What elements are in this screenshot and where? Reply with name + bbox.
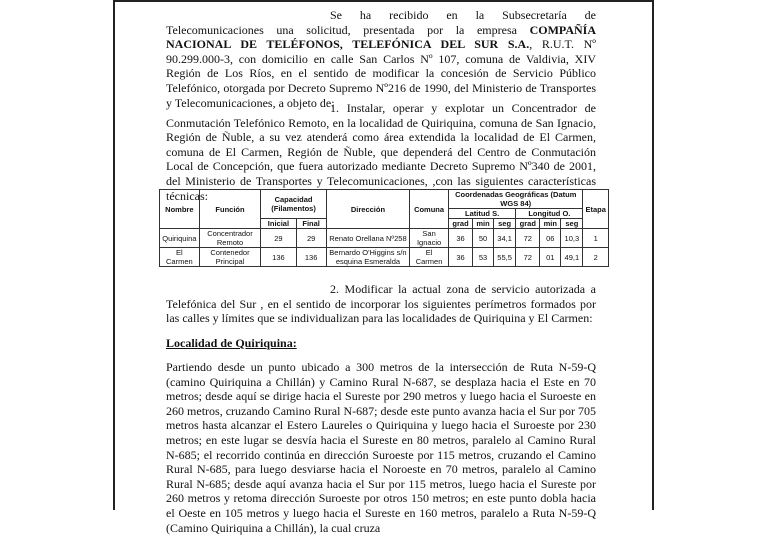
- cell-comuna: San Ignacio: [410, 229, 449, 248]
- cell-nombre: El Carmen: [160, 248, 200, 267]
- cell-direccion: Renato Orellana Nº258: [326, 229, 409, 248]
- col-capacidad: Capacidad (Filamentos): [261, 190, 326, 219]
- cell-lon-seg: 10,3: [561, 229, 583, 248]
- cell-direccion: Bernardo O'Higgins s/n esquina Esmeralda: [326, 248, 409, 267]
- cell-inicial: 136: [261, 248, 296, 267]
- col-lat: Latitud S.: [448, 209, 515, 219]
- col-lon: Longitud O.: [516, 209, 583, 219]
- cell-lat-grad: 36: [448, 229, 472, 248]
- table-row: [160, 248, 609, 267]
- col-lon-min: min: [540, 219, 561, 229]
- col-funcion: Función: [199, 190, 261, 229]
- cell-nombre: Quiriquina: [160, 229, 200, 248]
- cell-lon-min: 01: [540, 248, 561, 267]
- col-coords: Coordenadas Geográficas (Datum WGS 84): [448, 190, 583, 209]
- col-lat-min: min: [473, 219, 494, 229]
- col-lat-seg: seg: [493, 219, 515, 229]
- page-border-left: [113, 0, 115, 510]
- cell-etapa: 2: [583, 248, 609, 267]
- cell-final: 29: [296, 229, 326, 248]
- cell-lon-seg: 49,1: [561, 248, 583, 267]
- col-lon-seg: seg: [561, 219, 583, 229]
- cell-etapa: 1: [583, 229, 609, 248]
- col-nombre: Nombre: [160, 190, 200, 229]
- section-heading: Localidad de Quiriquina:: [166, 336, 297, 350]
- item-1-paragraph: 1. Instalar, operar y explotar un Concentrador de Conmutación Telefónico Remoto, en la localidad de Quiriquina, comuna de San Ignacio, Región de Ñuble, a su vez atenderá como área extendida la localidad de El Carmen, comuna de El Carmen, Región de Ñuble, que dependerá del Centro de Conmutación Local de Concepción, que fuera autorizado mediante Decreto Supremo Nº340 de 2001, del Ministerio de Transportes y Telecomunicaciones, ,con las siguientes características técnicas:: [166, 101, 596, 203]
- cell-final: 136: [296, 248, 326, 267]
- col-etapa: Etapa: [583, 190, 609, 229]
- cell-lat-seg: 34,1: [493, 229, 515, 248]
- cell-lon-grad: 72: [516, 229, 540, 248]
- col-inicial: Inicial: [261, 219, 296, 229]
- cell-funcion: Contenedor Principal: [199, 248, 261, 267]
- company-name: COMPAÑÍA NACIONAL DE TELÉFONOS, TELEFÓNICA DEL SUR S.A.: [166, 22, 596, 52]
- cell-inicial: 29: [261, 229, 296, 248]
- cell-lat-seg: 55,5: [493, 248, 515, 267]
- cell-funcion: Concentrador Remoto: [199, 229, 261, 248]
- intro-text-a: Se ha recibido en la Subsecretaría de Telecomunicaciones una solicitud, presentada por la empresa: [166, 8, 596, 37]
- col-lon-grad: grad: [516, 219, 540, 229]
- page-border-top: [113, 0, 654, 2]
- col-final: Final: [296, 219, 326, 229]
- cell-lat-grad: 36: [448, 248, 472, 267]
- body-paragraph: Partiendo desde un punto ubicado a 300 metros de la intersección de Ruta N-59-Q (camino Quiriquina a Chillán) y Camino Rural N-687, se desplaza hacia el Este en 70 metros; desde aquí se dirige hacia el Sureste por 290 metros y luego hacia el Suroeste en 260 metros, cruzando Camino Rural N-687; desde este punto avanza hacia el Sur por 705 metros hasta alcanzar el Estero Laureles o Quiriquina y luego hacia el Suroeste por 230 metros; en este lugar se desvía hacia el Sureste en 80 metros, paralelo al Camino Rural N-685; el recorrido continúa en dirección Suroeste por 115 metros, cruzando el Camino Rural N-685, para luego desviarse hacia el Noroeste en 70 metros, paralelo al Camino Rural N-685; desde aquí avanza hacia el Sur por 115 metros, luego hacia el Sureste por 260 metros y retoma dirección Suroeste por otros 150 metros; en este punto dobla hacia el Oeste en 105 metros y luego hacia el Sureste en 160 metros, paralelo a Ruta N-59-Q (Camino Quiriquina a Chillán), la cual cruza: [166, 360, 596, 535]
- intro-paragraph: [166, 8, 596, 110]
- col-lat-grad: grad: [448, 219, 472, 229]
- cell-lon-grad: 72: [516, 248, 540, 267]
- col-comuna: Comuna: [410, 190, 449, 229]
- technical-table: [159, 189, 609, 267]
- item-2-paragraph: 2. Modificar la actual zona de servicio autorizada a Telefónica del Sur , en el sentido de incorporar los siguientes perímetros formados por las calles y límites que se individualizan para las localidades de Quiriquina y El Carmen:: [166, 282, 596, 326]
- col-direccion: Dirección: [326, 190, 409, 229]
- cell-lat-min: 50: [473, 229, 494, 248]
- cell-lon-min: 06: [540, 229, 561, 248]
- cell-comuna: El Carmen: [410, 248, 449, 267]
- table-row: [160, 229, 609, 248]
- cell-lat-min: 53: [473, 248, 494, 267]
- intro-text-b: , R.U.T. Nº 90.299.000-3, con domicilio en calle San Carlos Nº 107, comuna de Valdivia, XIV Región de Los Ríos, en el sentido de modificar la concesión de Servicio Público Telefónico, otorgada por Decreto Supremo Nº216 de 1990, del Ministerio de Transportes y Telecomunicaciones, a objeto de:: [166, 37, 596, 110]
- page-border-right: [652, 0, 654, 510]
